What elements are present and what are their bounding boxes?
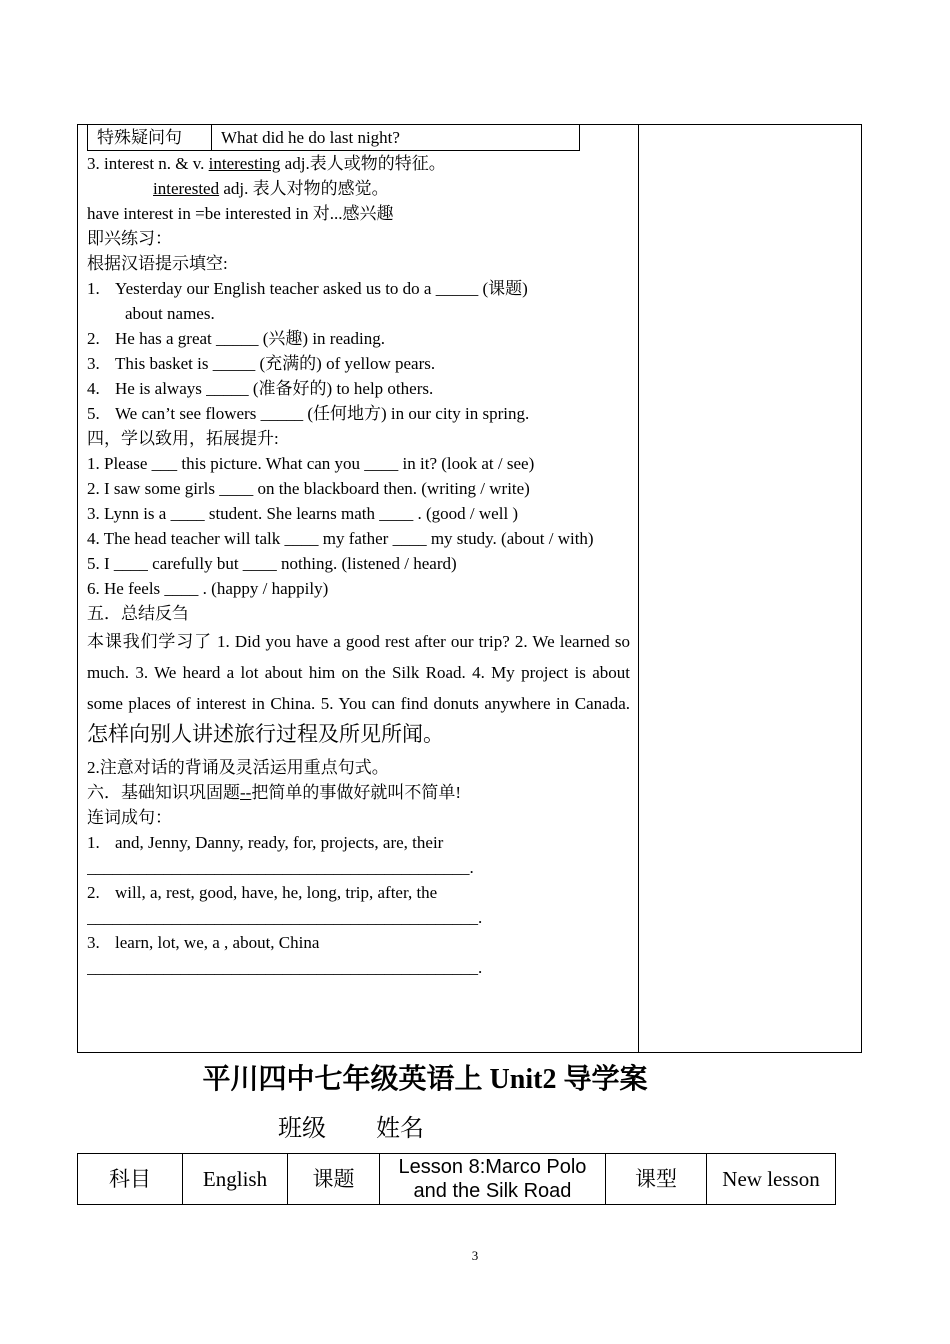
section4-heading: 四，学以致用，拓展提升: <box>87 429 279 448</box>
name-label: 姓名 <box>376 1116 424 1142</box>
column-divider <box>638 124 639 1053</box>
section5-note: 2.注意对话的背诵及灵活运用重点句式。 <box>87 758 389 777</box>
question-type-label: 特殊疑问句 <box>88 125 212 150</box>
page-number: 3 <box>471 1248 479 1263</box>
vocab-interesting: interesting <box>208 154 281 173</box>
practice-item: 1. Yesterday our English teacher asked us to do a _____ (课题) <box>87 279 528 298</box>
lesson-summary: 本课我们学习了 1. Did you have a good rest after our trip? 2. We learned so much. 3. We heard a lot about him on the Silk Road. 4. My project is about some places of interest in China. 5. You can find donuts anywhere in Canada.怎样向别人讲述旅行过程及所见所闻。 <box>87 632 630 746</box>
sentence-item: 3. learn, lot, we, a , about, China <box>87 933 320 952</box>
section5-heading: 五．总结反刍 <box>87 604 189 623</box>
sentence-item: 1. and, Jenny, Danny, ready, for, projects, are, their <box>87 833 444 852</box>
section4-item: 3. Lynn is a ____ student. She learns math ____ . (good / well ) <box>87 504 519 523</box>
subject-label: 科目 <box>78 1154 183 1205</box>
sentence-item: 2. will, a, rest, good, have, he, long, trip, after, the <box>87 883 438 902</box>
practice-item-continuation: about names. <box>125 304 215 323</box>
question-type-example: What did he do last night? <box>221 128 400 147</box>
type-value: New lesson <box>707 1154 836 1205</box>
answer-blank[interactable]: ______________________________________________. <box>87 958 483 977</box>
practice-item: 5. We can’t see flowers _____ (任何地方) in our city in spring. <box>87 404 530 423</box>
section6-instruction: 连词成句： <box>87 808 172 827</box>
section6-heading: 六．基础知识巩固题--把简单的事做好就叫不简单! <box>87 783 461 802</box>
topic-label: 课题 <box>288 1154 380 1205</box>
practice-instruction: 根据汉语提示填空: <box>87 254 228 273</box>
question-type-table <box>87 125 580 151</box>
page-title: 平川四中七年级英语上 Unit2 导学案 <box>202 1064 648 1095</box>
vocab-interested: interested <box>153 179 220 198</box>
practice-item: 4. He is always _____ (准备好的) to help others. <box>87 379 434 398</box>
practice-item: 2. He has a great _____ (兴趣) in reading. <box>87 329 386 348</box>
subject-value: English <box>183 1154 288 1205</box>
section4-item: 1. Please ___ this picture. What can you ____ in it? (look at / see) <box>87 454 535 473</box>
vocab-line-3: have interest in =be interested in 对...感兴趣 <box>87 204 394 223</box>
vocab-line-1: 3. interest n. & v. interesting adj.表人或物的特征。 <box>87 154 446 173</box>
class-label: 班级 <box>278 1116 326 1142</box>
worksheet-content <box>87 151 630 980</box>
class-name-line <box>278 1112 424 1146</box>
section4-item: 4. The head teacher will talk ____ my father ____ my study. (about / with) <box>87 529 594 548</box>
type-label: 课型 <box>606 1154 707 1205</box>
section4-item: 5. I ____ carefully but ____ nothing. (listened / heard) <box>87 554 457 573</box>
section4-item: 2. I saw some girls ____ on the blackboard then. (writing / write) <box>87 479 530 498</box>
vocab-line-2: interested adj. 表人对物的感觉。 <box>153 179 389 198</box>
lesson-info-table <box>77 1153 836 1205</box>
practice-item: 3. This basket is _____ (充满的) of yellow pears. <box>87 354 436 373</box>
topic-value: Lesson 8:Marco Polo and the Silk Road <box>380 1154 606 1205</box>
section4-item: 6. He feels ____ . (happy / happily) <box>87 579 329 598</box>
answer-blank[interactable]: ______________________________________________. <box>87 908 483 927</box>
answer-blank[interactable]: _____________________________________________. <box>87 858 474 877</box>
practice-heading: 即兴练习： <box>87 229 172 248</box>
